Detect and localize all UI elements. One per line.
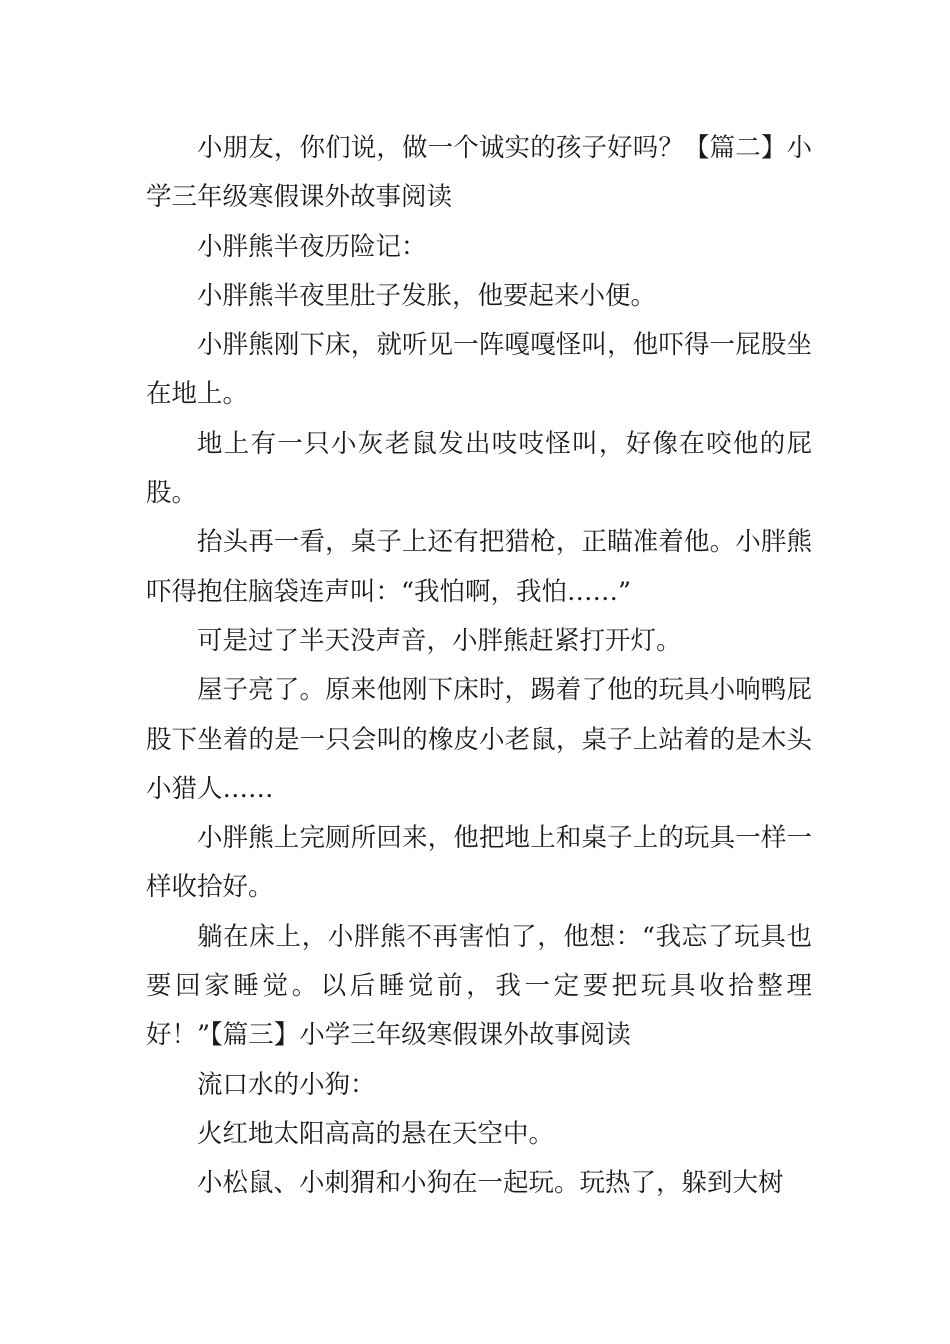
- paragraph: 地上有一只小灰老鼠发出吱吱怪叫，好像在咬他的屁股。: [146, 428, 812, 509]
- paragraph: 小胖熊半夜历险记：: [197, 231, 427, 262]
- paragraph: 小胖熊上完厕所回来，他把地上和桌子上的玩具一样一样收拾好。: [146, 823, 812, 903]
- paragraph: 流口水的小狗：: [197, 1069, 376, 1100]
- paragraph: 火红地太阳高高的悬在天空中。: [197, 1118, 555, 1149]
- paragraph: 小朋友，你们说，做一个诚实的孩子好吗？【篇二】小学三年级寒假课外故事阅读: [146, 133, 812, 213]
- paragraph: 屋子亮了。原来他刚下床时，踢着了他的玩具小响鸭屁股下坐着的是一只会叫的橡皮小老鼠，桌子上站着的是木头小猎人……: [146, 675, 812, 804]
- paragraph: 可是过了半天没声音，小胖熊赶紧打开灯。: [197, 625, 682, 656]
- paragraph: 躺在床上，小胖熊不再害怕了，他想：“我忘了玩具也要回家睡觉。以后睡觉前，我一定要把玩具收拾整理好！”【篇三】小学三年级寒假课外故事阅读: [146, 921, 812, 1051]
- paragraph: 小胖熊刚下床，就听见一阵嘎嘎怪叫，他吓得一屁股坐在地上。: [146, 330, 812, 410]
- document-body: [146, 124, 812, 1209]
- paragraph: 小松鼠、小刺猬和小狗在一起玩。玩热了，躲到大树: [197, 1168, 784, 1199]
- paragraph: 小胖熊半夜里肚子发胀，他要起来小便。: [197, 280, 657, 311]
- paragraph: 抬头再一看，桌子上还有把猎枪，正瞄准着他。小胖熊吓得抱住脑袋连声叫：“我怕啊，我怕……”: [146, 527, 812, 607]
